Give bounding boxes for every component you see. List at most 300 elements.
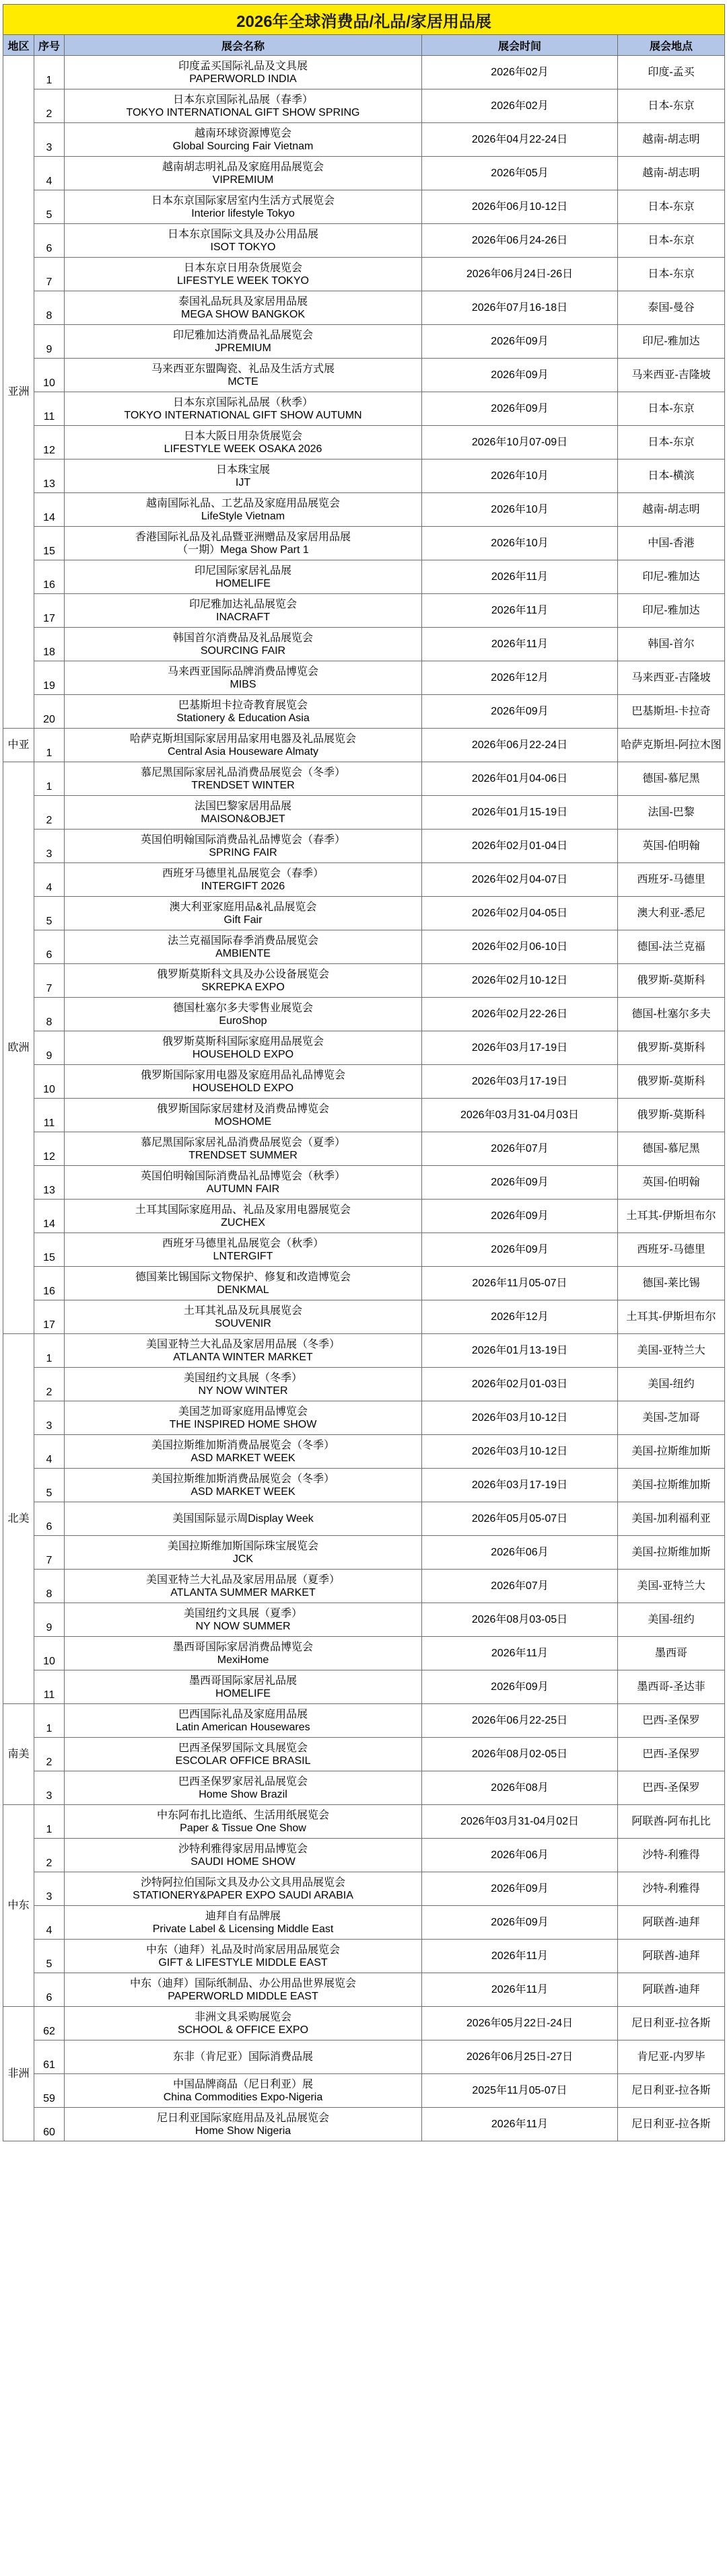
exhibition-name — [65, 1570, 422, 1603]
exhibition-name-line: 越南国际礼品、工艺品及家庭用品展览会 — [145, 497, 340, 509]
exhibition-place: 日本-东京 — [618, 392, 725, 426]
exhibition-name-english: DENKMAL — [217, 1284, 269, 1296]
exhibition-time: 2026年03月10-12日 — [422, 1401, 618, 1435]
exhibition-time: 2026年06月22-24日 — [422, 729, 618, 762]
exhibition-place: 尼日利亚-拉各斯 — [618, 2007, 725, 2040]
exhibition-name — [65, 796, 422, 830]
exhibition-name-english: LNTERGIFT — [213, 1250, 273, 1262]
exhibition-time: 2026年09月 — [422, 695, 618, 729]
row-number: 20 — [34, 695, 65, 729]
table-row — [3, 1469, 725, 1502]
table-row — [3, 123, 725, 157]
table-row — [3, 224, 725, 258]
row-number: 10 — [34, 1637, 65, 1670]
table-row — [3, 1200, 725, 1233]
exhibition-place: 德国-杜塞尔多夫 — [618, 998, 725, 1031]
exhibition-name — [65, 1031, 422, 1065]
table-row — [3, 729, 725, 762]
row-number: 2 — [34, 1839, 65, 1872]
exhibition-name-english: ASD MARKET WEEK — [191, 1485, 296, 1498]
table-row — [3, 325, 725, 359]
sheet-title: 2026年全球消费品/礼品/家居用品展 — [3, 5, 725, 35]
exhibition-time: 2026年03月17-19日 — [422, 1031, 618, 1065]
exhibition-place: 墨西哥-圣达菲 — [618, 1670, 725, 1704]
exhibition-name-english: INTERGIFT 2026 — [201, 880, 285, 892]
exhibition-name-line: 美国亚特兰大礼品及家居用品展（夏季） — [145, 1574, 340, 1586]
header-time: 展会时间 — [422, 35, 618, 56]
row-number: 2 — [34, 796, 65, 830]
exhibition-time: 2026年02月22-26日 — [422, 998, 618, 1031]
exhibition-place: 德国-法兰克福 — [618, 930, 725, 964]
exhibition-name — [65, 527, 422, 560]
exhibition-name — [65, 291, 422, 325]
table-row — [3, 527, 725, 560]
exhibition-rows — [3, 56, 725, 2141]
exhibition-name-english: VIPREMIUM — [212, 174, 274, 186]
exhibition-name-line: 美国拉斯维加斯消费品展览会（冬季） — [151, 1473, 335, 1485]
row-number: 10 — [34, 359, 65, 392]
table-row — [3, 2108, 725, 2141]
row-number: 2 — [34, 1368, 65, 1401]
table-row — [3, 190, 725, 224]
table-row — [3, 964, 725, 998]
table-row — [3, 897, 725, 930]
exhibition-time: 2026年07月 — [422, 1570, 618, 1603]
table-row — [3, 1704, 725, 1738]
exhibition-name-english: TOKYO INTERNATIONAL GIFT SHOW SPRING — [126, 106, 360, 118]
exhibition-place: 俄罗斯-莫斯科 — [618, 964, 725, 998]
row-number: 9 — [34, 325, 65, 359]
exhibition-name-english: TRENDSET SUMMER — [188, 1149, 298, 1161]
exhibition-place: 中国-香港 — [618, 527, 725, 560]
exhibition-place: 德国-慕尼黑 — [618, 1132, 725, 1166]
exhibition-name-line: 慕尼黑国际家居礼品消费品展览会（夏季） — [140, 1136, 345, 1148]
exhibition-time: 2026年09月 — [422, 1200, 618, 1233]
table-row — [3, 1940, 725, 1973]
row-number: 17 — [34, 1300, 65, 1334]
exhibition-name-line: 俄罗斯国际家用电器及家庭用品礼品博览会 — [140, 1069, 345, 1081]
exhibition-time: 2026年10月 — [422, 459, 618, 493]
exhibition-name — [65, 1771, 422, 1805]
row-number: 13 — [34, 1166, 65, 1200]
exhibition-sheet — [3, 4, 724, 2141]
exhibition-time: 2026年02月04-07日 — [422, 863, 618, 897]
exhibition-time: 2026年09月 — [422, 1872, 618, 1906]
region-cell: 北美 — [3, 1334, 34, 1704]
exhibition-name-english: GIFT & LIFESTYLE MIDDLE EAST — [158, 1956, 328, 1968]
exhibition-time: 2026年07月16-18日 — [422, 291, 618, 325]
exhibition-name-line: 巴基斯坦卡拉奇教育展览会 — [178, 699, 308, 711]
table-row — [3, 1166, 725, 1200]
exhibition-name — [65, 325, 422, 359]
table-row — [3, 830, 725, 863]
row-number: 2 — [34, 1738, 65, 1771]
exhibition-place: 印尼-雅加达 — [618, 594, 725, 628]
exhibition-name — [65, 2007, 422, 2040]
exhibition-time: 2026年11月 — [422, 1973, 618, 2007]
exhibition-place: 阿联酋-迪拜 — [618, 1906, 725, 1940]
row-number: 59 — [34, 2074, 65, 2108]
exhibition-place: 美国-纽约 — [618, 1603, 725, 1637]
exhibition-name-english: ATLANTA SUMMER MARKET — [170, 1586, 316, 1598]
exhibition-place: 印度-孟买 — [618, 56, 725, 89]
exhibition-place: 法国-巴黎 — [618, 796, 725, 830]
exhibition-name-line: 日本东京日用杂货展览会 — [183, 262, 302, 274]
exhibition-name-line: 印度孟买国际礼品及文具展 — [178, 60, 308, 72]
exhibition-time: 2026年05月22日-24日 — [422, 2007, 618, 2040]
exhibition-name-english: Home Show Nigeria — [195, 2125, 291, 2137]
exhibition-place: 英国-伯明翰 — [618, 830, 725, 863]
region-cell: 中东 — [3, 1805, 34, 2007]
row-number: 7 — [34, 258, 65, 291]
exhibition-time: 2026年06月24-26日 — [422, 224, 618, 258]
row-number: 7 — [34, 1536, 65, 1570]
exhibition-name-english: LifeStyle Vietnam — [201, 510, 285, 522]
exhibition-place: 越南-胡志明 — [618, 123, 725, 157]
exhibition-name-line: 沙特阿拉伯国际文具及办公文具用品展览会 — [140, 1876, 345, 1888]
exhibition-name-line: 澳大利亚家庭用品&礼品展览会 — [169, 901, 317, 913]
exhibition-place: 日本-东京 — [618, 224, 725, 258]
exhibition-name-line: 印尼雅加达消费品礼品展览会 — [172, 329, 313, 341]
exhibition-name — [65, 1839, 422, 1872]
exhibition-place: 印尼-雅加达 — [618, 560, 725, 594]
exhibition-name-english: SOURCING FAIR — [200, 645, 286, 657]
exhibition-name-line: 东非（肯尼亚）国际消费品展 — [172, 2051, 313, 2063]
exhibition-name — [65, 1300, 422, 1334]
exhibition-name-english: SOUVENIR — [215, 1317, 271, 1329]
exhibition-name-line: 慕尼黑国际家居礼品消费品展览会（冬季） — [140, 766, 345, 778]
row-number: 60 — [34, 2108, 65, 2141]
table-row — [3, 1973, 725, 2007]
row-number: 15 — [34, 527, 65, 560]
exhibition-name — [65, 1401, 422, 1435]
exhibition-name-line: 墨西哥国际家居消费品博览会 — [172, 1641, 313, 1653]
exhibition-time: 2026年03月17-19日 — [422, 1065, 618, 1099]
exhibition-name — [65, 123, 422, 157]
exhibition-place: 美国-拉斯维加斯 — [618, 1469, 725, 1502]
exhibition-name-line: 美国拉斯维加斯国际珠宝展览会 — [167, 1540, 318, 1552]
exhibition-time: 2026年12月 — [422, 1300, 618, 1334]
exhibition-name — [65, 1536, 422, 1570]
exhibition-name — [65, 1872, 422, 1906]
exhibition-name-english: ZUCHEX — [221, 1216, 265, 1228]
table-row — [3, 1065, 725, 1099]
exhibition-name-english: AUTUMN FAIR — [206, 1183, 280, 1195]
exhibition-place: 马来西亚-吉隆坡 — [618, 661, 725, 695]
table-row — [3, 1435, 725, 1469]
table-row — [3, 796, 725, 830]
table-row — [3, 1839, 725, 1872]
exhibition-place: 沙特-利雅得 — [618, 1839, 725, 1872]
exhibition-name-line: 中东（迪拜）国际纸制品、办公用品世界展览会 — [129, 1977, 356, 1989]
exhibition-name-english: （一期）Mega Show Part 1 — [177, 544, 309, 556]
exhibition-place: 美国-亚特兰大 — [618, 1334, 725, 1368]
exhibition-name — [65, 1200, 422, 1233]
exhibition-time: 2026年09月 — [422, 1166, 618, 1200]
row-number: 15 — [34, 1233, 65, 1267]
table-row — [3, 594, 725, 628]
row-number: 1 — [34, 762, 65, 796]
exhibition-name — [65, 89, 422, 123]
exhibition-name-line: 英国伯明翰国际消费品礼品博览会（秋季） — [140, 1170, 345, 1182]
exhibition-place: 日本-横滨 — [618, 459, 725, 493]
exhibition-place: 肯尼亚-内罗毕 — [618, 2040, 725, 2074]
exhibition-name-line: 美国国际显示周Display Week — [172, 1513, 314, 1524]
exhibition-name — [65, 695, 422, 729]
exhibition-name-english: SKREPKA EXPO — [201, 981, 285, 993]
exhibition-time: 2026年11月 — [422, 594, 618, 628]
exhibition-time: 2026年09月 — [422, 1906, 618, 1940]
exhibition-name — [65, 1099, 422, 1132]
exhibition-time: 2026年09月 — [422, 1670, 618, 1704]
exhibition-time: 2026年02月10-12日 — [422, 964, 618, 998]
exhibition-name-english: ESCOLAR OFFICE BRASIL — [175, 1755, 311, 1767]
exhibition-place: 哈萨克斯坦-阿拉木图 — [618, 729, 725, 762]
exhibition-name-line: 土耳其国际家庭用品、礼品及家用电器展览会 — [135, 1204, 351, 1216]
exhibition-name-english: AMBIENTE — [215, 947, 271, 959]
exhibition-name-english: HOUSEHOLD EXPO — [192, 1082, 294, 1094]
table-row — [3, 762, 725, 796]
exhibition-name-line: 尼日利亚国际家庭用品及礼品展览会 — [156, 2112, 329, 2124]
exhibition-name — [65, 224, 422, 258]
row-number: 16 — [34, 1267, 65, 1300]
exhibition-name-line: 美国纽约文具展（夏季） — [183, 1607, 302, 1619]
exhibition-name-line: 英国伯明翰国际消费品礼品博览会（春季） — [140, 834, 345, 846]
exhibition-time: 2026年11月05-07日 — [422, 1267, 618, 1300]
exhibition-name-english: MOSHOME — [214, 1115, 272, 1128]
exhibition-place: 越南-胡志明 — [618, 493, 725, 527]
exhibition-place: 德国-慕尼黑 — [618, 762, 725, 796]
exhibition-name-line: 日本东京国际文具及办公用品展 — [167, 228, 318, 240]
exhibition-name-english: JCK — [232, 1553, 254, 1565]
table-row — [3, 1771, 725, 1805]
exhibition-name-english: LIFESTYLE WEEK OSAKA 2026 — [164, 443, 322, 455]
exhibition-place: 西班牙-马德里 — [618, 1233, 725, 1267]
exhibition-name-line: 墨西哥国际家居礼品展 — [188, 1675, 297, 1687]
exhibition-place: 美国-拉斯维加斯 — [618, 1435, 725, 1469]
exhibition-name-line: 中国品牌商品（尼日利亚）展 — [172, 2078, 313, 2090]
table-row — [3, 157, 725, 190]
exhibition-name-line: 日本珠宝展 — [215, 464, 270, 476]
exhibition-place: 美国-拉斯维加斯 — [618, 1536, 725, 1570]
exhibition-name-line: 法兰克福国际春季消费品展览会 — [167, 934, 318, 947]
row-number: 1 — [34, 1334, 65, 1368]
exhibition-place: 尼日利亚-拉各斯 — [618, 2074, 725, 2108]
region-cell: 中亚 — [3, 729, 34, 762]
exhibition-time: 2026年07月 — [422, 1132, 618, 1166]
exhibition-time: 2026年09月 — [422, 392, 618, 426]
exhibition-place: 阿联酋-迪拜 — [618, 1973, 725, 2007]
exhibition-name — [65, 930, 422, 964]
row-number: 8 — [34, 998, 65, 1031]
region-cell: 欧洲 — [3, 762, 34, 1334]
row-number: 5 — [34, 190, 65, 224]
exhibition-name-line: 印尼雅加达礼品展览会 — [188, 598, 297, 610]
region-cell: 南美 — [3, 1704, 34, 1805]
table-row — [3, 89, 725, 123]
row-number: 1 — [34, 56, 65, 89]
row-number: 8 — [34, 291, 65, 325]
region-cell: 亚洲 — [3, 56, 34, 729]
exhibition-name — [65, 1368, 422, 1401]
exhibition-time: 2026年05月 — [422, 157, 618, 190]
exhibition-time: 2026年11月 — [422, 2108, 618, 2141]
row-number: 4 — [34, 1435, 65, 1469]
exhibition-name — [65, 762, 422, 796]
table-row — [3, 2074, 725, 2108]
exhibition-time: 2026年03月17-19日 — [422, 1469, 618, 1502]
exhibition-name — [65, 1805, 422, 1839]
exhibition-name-english: PAPERWORLD INDIA — [189, 73, 297, 85]
exhibition-name-line: 德国杜塞尔多夫零售业展览会 — [172, 1002, 313, 1014]
exhibition-time: 2026年06月 — [422, 1536, 618, 1570]
exhibition-time: 2026年11月 — [422, 560, 618, 594]
exhibition-name-line: 马来西亚国际品牌消费品博览会 — [167, 665, 318, 677]
exhibition-name-line: 巴西国际礼品及家庭用品展 — [178, 1708, 308, 1720]
exhibition-name — [65, 897, 422, 930]
row-number: 1 — [34, 1704, 65, 1738]
exhibition-name — [65, 1065, 422, 1099]
row-number: 9 — [34, 1031, 65, 1065]
exhibition-time: 2026年06月 — [422, 1839, 618, 1872]
table-row — [3, 560, 725, 594]
region-cell: 非洲 — [3, 2007, 34, 2141]
exhibition-name-line: 日本大阪日用杂货展览会 — [183, 430, 302, 442]
row-number: 2 — [34, 89, 65, 123]
header-name: 展会名称 — [65, 35, 422, 56]
exhibition-name-english: IJT — [235, 476, 251, 488]
exhibition-name — [65, 1973, 422, 2007]
exhibition-name-line: 越南环球资源博览会 — [194, 127, 291, 139]
exhibition-time: 2026年02月01-03日 — [422, 1368, 618, 1401]
exhibition-place: 土耳其-伊斯坦布尔 — [618, 1200, 725, 1233]
table-row — [3, 1738, 725, 1771]
row-number: 19 — [34, 661, 65, 695]
table-row — [3, 258, 725, 291]
exhibition-name-english: Interior lifestyle Tokyo — [191, 207, 295, 219]
exhibition-name-english: NY NOW WINTER — [198, 1385, 288, 1397]
exhibition-place: 美国-亚特兰大 — [618, 1570, 725, 1603]
exhibition-place: 墨西哥 — [618, 1637, 725, 1670]
exhibition-time: 2026年01月04-06日 — [422, 762, 618, 796]
exhibition-name-line: 泰国礼品玩具及家居用品展 — [178, 295, 308, 307]
table-row — [3, 1906, 725, 1940]
table-row — [3, 1401, 725, 1435]
table-row — [3, 1233, 725, 1267]
table-row — [3, 863, 725, 897]
exhibition-time: 2026年02月04-05日 — [422, 897, 618, 930]
row-number: 12 — [34, 1132, 65, 1166]
exhibition-time: 2026年10月07-09日 — [422, 426, 618, 459]
table-row — [3, 2040, 725, 2074]
exhibition-place: 德国-莱比锡 — [618, 1267, 725, 1300]
exhibition-place: 美国-芝加哥 — [618, 1401, 725, 1435]
exhibition-name-english: NY NOW SUMMER — [195, 1620, 291, 1632]
table-row — [3, 426, 725, 459]
exhibition-name-english: HOMELIFE — [215, 577, 271, 589]
exhibition-name — [65, 1267, 422, 1300]
table-row — [3, 695, 725, 729]
exhibition-time: 2026年03月31-04月02日 — [422, 1805, 618, 1839]
exhibition-name-english: JPREMIUM — [215, 342, 271, 354]
exhibition-name-line: 巴西圣保罗家居礼品展览会 — [178, 1775, 308, 1788]
row-number: 7 — [34, 964, 65, 998]
row-number: 1 — [34, 1805, 65, 1839]
exhibition-name-line: 中东阿布扎比造纸、生活用纸展览会 — [156, 1809, 329, 1821]
exhibition-time: 2025年11月05-07日 — [422, 2074, 618, 2108]
exhibition-name-line: 美国纽约文具展（冬季） — [183, 1372, 302, 1384]
exhibition-name — [65, 1940, 422, 1973]
exhibition-name-english: Home Show Brazil — [199, 1788, 287, 1800]
table-row — [3, 1300, 725, 1334]
exhibition-place: 俄罗斯-莫斯科 — [618, 1065, 725, 1099]
exhibition-table — [3, 4, 725, 2141]
table-row — [3, 1099, 725, 1132]
exhibition-place: 澳大利亚-悉尼 — [618, 897, 725, 930]
table-row — [3, 1805, 725, 1839]
exhibition-name — [65, 1738, 422, 1771]
exhibition-place: 美国-纽约 — [618, 1368, 725, 1401]
exhibition-place: 阿联酋-迪拜 — [618, 1940, 725, 1973]
table-row — [3, 359, 725, 392]
exhibition-time: 2026年02月 — [422, 56, 618, 89]
row-number: 14 — [34, 493, 65, 527]
exhibition-place: 印尼-雅加达 — [618, 325, 725, 359]
exhibition-name — [65, 661, 422, 695]
exhibition-name-english: China Commodities Expo-Nigeria — [163, 2091, 323, 2103]
exhibition-place: 沙特-利雅得 — [618, 1872, 725, 1906]
exhibition-name-english: HOUSEHOLD EXPO — [192, 1048, 294, 1060]
exhibition-time: 2026年11月 — [422, 1940, 618, 1973]
exhibition-name — [65, 1166, 422, 1200]
exhibition-time: 2026年06月22-25日 — [422, 1704, 618, 1738]
table-row — [3, 628, 725, 661]
exhibition-time: 2026年08月 — [422, 1771, 618, 1805]
exhibition-name-english: STATIONERY&PAPER EXPO SAUDI ARABIA — [133, 1889, 353, 1901]
row-number: 3 — [34, 1771, 65, 1805]
exhibition-place: 马来西亚-吉隆坡 — [618, 359, 725, 392]
row-number: 11 — [34, 392, 65, 426]
exhibition-name — [65, 998, 422, 1031]
row-number: 3 — [34, 1872, 65, 1906]
row-number: 5 — [34, 1469, 65, 1502]
exhibition-name-english: TRENDSET WINTER — [191, 779, 295, 791]
row-number: 1 — [34, 729, 65, 762]
exhibition-place: 日本-东京 — [618, 258, 725, 291]
row-number: 8 — [34, 1570, 65, 1603]
exhibition-name-line: 俄罗斯莫斯科国际家庭用品展览会 — [162, 1035, 324, 1047]
row-number: 61 — [34, 2040, 65, 2074]
row-number: 6 — [34, 930, 65, 964]
row-number: 13 — [34, 459, 65, 493]
exhibition-time: 2026年03月10-12日 — [422, 1435, 618, 1469]
exhibition-time: 2026年04月22-24日 — [422, 123, 618, 157]
exhibition-name-english: ASD MARKET WEEK — [191, 1452, 296, 1464]
exhibition-name — [65, 459, 422, 493]
row-number: 10 — [34, 1065, 65, 1099]
row-number: 4 — [34, 1906, 65, 1940]
row-number: 6 — [34, 1502, 65, 1536]
row-number: 11 — [34, 1099, 65, 1132]
exhibition-name — [65, 628, 422, 661]
exhibition-time: 2026年09月 — [422, 359, 618, 392]
exhibition-time: 2026年11月 — [422, 628, 618, 661]
exhibition-name-english: MAISON&OBJET — [201, 813, 285, 825]
exhibition-name — [65, 258, 422, 291]
table-row — [3, 1637, 725, 1670]
exhibition-name — [65, 560, 422, 594]
exhibition-time: 2026年11月 — [422, 1637, 618, 1670]
